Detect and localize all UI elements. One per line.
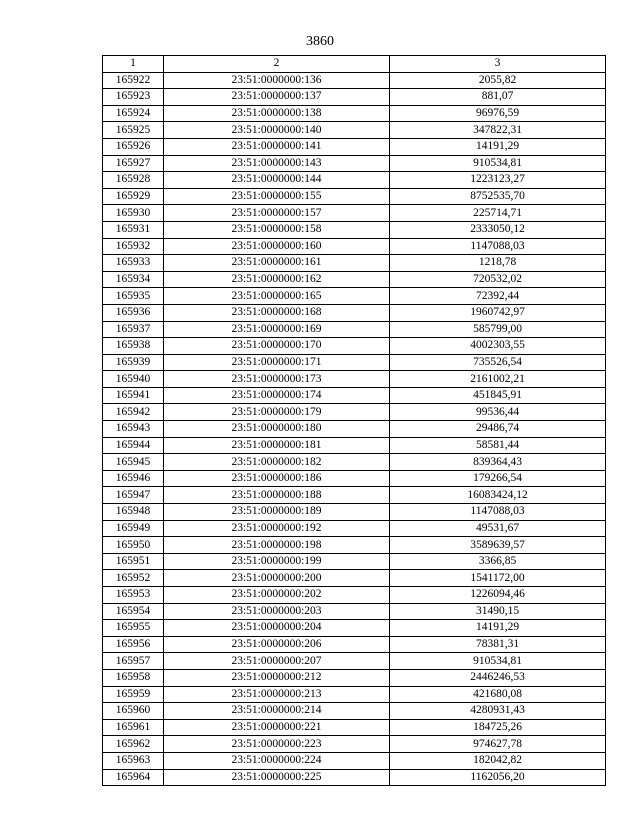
row-number-cell: 165949 — [103, 520, 164, 537]
table-row — [103, 686, 606, 703]
table-row — [103, 288, 606, 305]
cadastral-number-cell: 23:51:0000000:221 — [164, 719, 390, 736]
row-number-cell: 165940 — [103, 371, 164, 388]
row-number-cell: 165960 — [103, 703, 164, 720]
table-row — [103, 255, 606, 272]
row-number-cell: 165935 — [103, 288, 164, 305]
row-number-cell: 165943 — [103, 421, 164, 438]
value-cell: 2333050,12 — [390, 221, 606, 238]
cadastral-number-cell: 23:51:0000000:192 — [164, 520, 390, 537]
table-row — [103, 338, 606, 355]
row-number-cell: 165962 — [103, 736, 164, 753]
cadastral-number-cell: 23:51:0000000:144 — [164, 172, 390, 189]
cadastral-number-cell: 23:51:0000000:161 — [164, 255, 390, 272]
row-number-cell: 165959 — [103, 686, 164, 703]
cadastral-table — [102, 55, 606, 786]
cadastral-number-cell: 23:51:0000000:136 — [164, 72, 390, 89]
header-row — [103, 56, 606, 73]
table-row — [103, 437, 606, 454]
table-row — [103, 387, 606, 404]
row-number-cell: 165944 — [103, 437, 164, 454]
cadastral-number-cell: 23:51:0000000:202 — [164, 587, 390, 604]
cadastral-number-cell: 23:51:0000000:137 — [164, 89, 390, 106]
row-number-cell: 165934 — [103, 271, 164, 288]
value-cell: 184725,26 — [390, 719, 606, 736]
value-cell: 1162056,20 — [390, 769, 606, 786]
cadastral-number-cell: 23:51:0000000:204 — [164, 620, 390, 637]
row-number-cell: 165933 — [103, 255, 164, 272]
cadastral-number-cell: 23:51:0000000:171 — [164, 354, 390, 371]
row-number-cell: 165929 — [103, 188, 164, 205]
value-cell: 96976,59 — [390, 105, 606, 122]
table-row — [103, 504, 606, 521]
row-number-cell: 165954 — [103, 603, 164, 620]
value-cell: 14191,29 — [390, 620, 606, 637]
value-cell: 910534,81 — [390, 155, 606, 172]
row-number-cell: 165936 — [103, 304, 164, 321]
value-cell: 99536,44 — [390, 404, 606, 421]
cadastral-number-cell: 23:51:0000000:199 — [164, 553, 390, 570]
cadastral-number-cell: 23:51:0000000:214 — [164, 703, 390, 720]
table-row — [103, 221, 606, 238]
row-number-cell: 165925 — [103, 122, 164, 139]
value-cell: 1960742,97 — [390, 304, 606, 321]
table-row — [103, 404, 606, 421]
value-cell: 14191,29 — [390, 138, 606, 155]
table-row — [103, 421, 606, 438]
row-number-cell: 165957 — [103, 653, 164, 670]
column-header-3: 3 — [390, 56, 606, 73]
row-number-cell: 165945 — [103, 454, 164, 471]
row-number-cell: 165931 — [103, 221, 164, 238]
value-cell: 1541172,00 — [390, 570, 606, 587]
table-row — [103, 653, 606, 670]
row-number-cell: 165939 — [103, 354, 164, 371]
row-number-cell: 165941 — [103, 387, 164, 404]
table-row — [103, 769, 606, 786]
cadastral-number-cell: 23:51:0000000:200 — [164, 570, 390, 587]
row-number-cell: 165952 — [103, 570, 164, 587]
table-row — [103, 155, 606, 172]
value-cell: 4002303,55 — [390, 338, 606, 355]
cadastral-number-cell: 23:51:0000000:162 — [164, 271, 390, 288]
table-row — [103, 371, 606, 388]
value-cell: 720532,02 — [390, 271, 606, 288]
cadastral-number-cell: 23:51:0000000:160 — [164, 238, 390, 255]
value-cell: 3366,85 — [390, 553, 606, 570]
cadastral-number-cell: 23:51:0000000:224 — [164, 752, 390, 769]
value-cell: 421680,08 — [390, 686, 606, 703]
table-row — [103, 570, 606, 587]
table-row — [103, 470, 606, 487]
cadastral-number-cell: 23:51:0000000:169 — [164, 321, 390, 338]
value-cell: 839364,43 — [390, 454, 606, 471]
table-row — [103, 188, 606, 205]
row-number-cell: 165946 — [103, 470, 164, 487]
value-cell: 2055,82 — [390, 72, 606, 89]
row-number-cell: 165932 — [103, 238, 164, 255]
table-row — [103, 603, 606, 620]
value-cell: 78381,31 — [390, 636, 606, 653]
table-row — [103, 736, 606, 753]
table-row — [103, 553, 606, 570]
cadastral-number-cell: 23:51:0000000:213 — [164, 686, 390, 703]
value-cell: 451845,91 — [390, 387, 606, 404]
value-cell: 881,07 — [390, 89, 606, 106]
cadastral-number-cell: 23:51:0000000:155 — [164, 188, 390, 205]
cadastral-number-cell: 23:51:0000000:225 — [164, 769, 390, 786]
value-cell: 1147088,03 — [390, 238, 606, 255]
table-row — [103, 72, 606, 89]
row-number-cell: 165927 — [103, 155, 164, 172]
value-cell: 2446246,53 — [390, 669, 606, 686]
cadastral-number-cell: 23:51:0000000:186 — [164, 470, 390, 487]
cadastral-number-cell: 23:51:0000000:223 — [164, 736, 390, 753]
page-number: 3860 — [306, 34, 334, 49]
table-row — [103, 172, 606, 189]
cadastral-number-cell: 23:51:0000000:180 — [164, 421, 390, 438]
cadastral-number-cell: 23:51:0000000:141 — [164, 138, 390, 155]
cadastral-number-cell: 23:51:0000000:157 — [164, 205, 390, 222]
cadastral-number-cell: 23:51:0000000:140 — [164, 122, 390, 139]
value-cell: 182042,82 — [390, 752, 606, 769]
cadastral-number-cell: 23:51:0000000:138 — [164, 105, 390, 122]
value-cell: 31490,15 — [390, 603, 606, 620]
column-header-1: 1 — [103, 56, 164, 73]
cadastral-number-cell: 23:51:0000000:143 — [164, 155, 390, 172]
row-number-cell: 165938 — [103, 338, 164, 355]
cadastral-number-cell: 23:51:0000000:168 — [164, 304, 390, 321]
table-row — [103, 520, 606, 537]
table-row — [103, 587, 606, 604]
cadastral-number-cell: 23:51:0000000:188 — [164, 487, 390, 504]
table-row — [103, 537, 606, 554]
table-row — [103, 719, 606, 736]
row-number-cell: 165956 — [103, 636, 164, 653]
value-cell: 3589639,57 — [390, 537, 606, 554]
table-row — [103, 205, 606, 222]
value-cell: 1226094,46 — [390, 587, 606, 604]
table-body — [103, 72, 606, 786]
cadastral-number-cell: 23:51:0000000:170 — [164, 338, 390, 355]
table-row — [103, 105, 606, 122]
table-row — [103, 752, 606, 769]
value-cell: 910534,81 — [390, 653, 606, 670]
table-row — [103, 454, 606, 471]
cadastral-number-cell: 23:51:0000000:181 — [164, 437, 390, 454]
row-number-cell: 165923 — [103, 89, 164, 106]
cadastral-number-cell: 23:51:0000000:165 — [164, 288, 390, 305]
row-number-cell: 165942 — [103, 404, 164, 421]
row-number-cell: 165926 — [103, 138, 164, 155]
value-cell: 8752535,70 — [390, 188, 606, 205]
table-row — [103, 703, 606, 720]
table-row — [103, 304, 606, 321]
value-cell: 735526,54 — [390, 354, 606, 371]
table-row — [103, 321, 606, 338]
cadastral-number-cell: 23:51:0000000:203 — [164, 603, 390, 620]
value-cell: 974627,78 — [390, 736, 606, 753]
cadastral-number-cell: 23:51:0000000:212 — [164, 669, 390, 686]
cadastral-number-cell: 23:51:0000000:182 — [164, 454, 390, 471]
value-cell: 16083424,12 — [390, 487, 606, 504]
cadastral-number-cell: 23:51:0000000:189 — [164, 504, 390, 521]
row-number-cell: 165928 — [103, 172, 164, 189]
row-number-cell: 165958 — [103, 669, 164, 686]
row-number-cell: 165924 — [103, 105, 164, 122]
row-number-cell: 165937 — [103, 321, 164, 338]
value-cell: 585799,00 — [390, 321, 606, 338]
value-cell: 72392,44 — [390, 288, 606, 305]
table-row — [103, 89, 606, 106]
row-number-cell: 165948 — [103, 504, 164, 521]
cadastral-number-cell: 23:51:0000000:174 — [164, 387, 390, 404]
value-cell: 179266,54 — [390, 470, 606, 487]
table-row — [103, 354, 606, 371]
table-row — [103, 669, 606, 686]
table-row — [103, 620, 606, 637]
row-number-cell: 165955 — [103, 620, 164, 637]
value-cell: 2161002,21 — [390, 371, 606, 388]
cadastral-number-cell: 23:51:0000000:198 — [164, 537, 390, 554]
row-number-cell: 165930 — [103, 205, 164, 222]
table-row — [103, 271, 606, 288]
table-row — [103, 636, 606, 653]
value-cell: 49531,67 — [390, 520, 606, 537]
row-number-cell: 165950 — [103, 537, 164, 554]
value-cell: 1218,78 — [390, 255, 606, 272]
column-header-2: 2 — [164, 56, 390, 73]
row-number-cell: 165922 — [103, 72, 164, 89]
row-number-cell: 165961 — [103, 719, 164, 736]
row-number-cell: 165963 — [103, 752, 164, 769]
table-row — [103, 238, 606, 255]
table-row — [103, 122, 606, 139]
table-row — [103, 138, 606, 155]
value-cell: 1147088,03 — [390, 504, 606, 521]
value-cell: 58581,44 — [390, 437, 606, 454]
cadastral-number-cell: 23:51:0000000:206 — [164, 636, 390, 653]
cadastral-number-cell: 23:51:0000000:207 — [164, 653, 390, 670]
value-cell: 347822,31 — [390, 122, 606, 139]
cadastral-number-cell: 23:51:0000000:158 — [164, 221, 390, 238]
row-number-cell: 165951 — [103, 553, 164, 570]
cadastral-number-cell: 23:51:0000000:179 — [164, 404, 390, 421]
value-cell: 4280931,43 — [390, 703, 606, 720]
table-row — [103, 487, 606, 504]
table-header — [103, 56, 606, 73]
value-cell: 1223123,27 — [390, 172, 606, 189]
row-number-cell: 165964 — [103, 769, 164, 786]
value-cell: 225714,71 — [390, 205, 606, 222]
cadastral-number-cell: 23:51:0000000:173 — [164, 371, 390, 388]
row-number-cell: 165947 — [103, 487, 164, 504]
value-cell: 29486,74 — [390, 421, 606, 438]
row-number-cell: 165953 — [103, 587, 164, 604]
